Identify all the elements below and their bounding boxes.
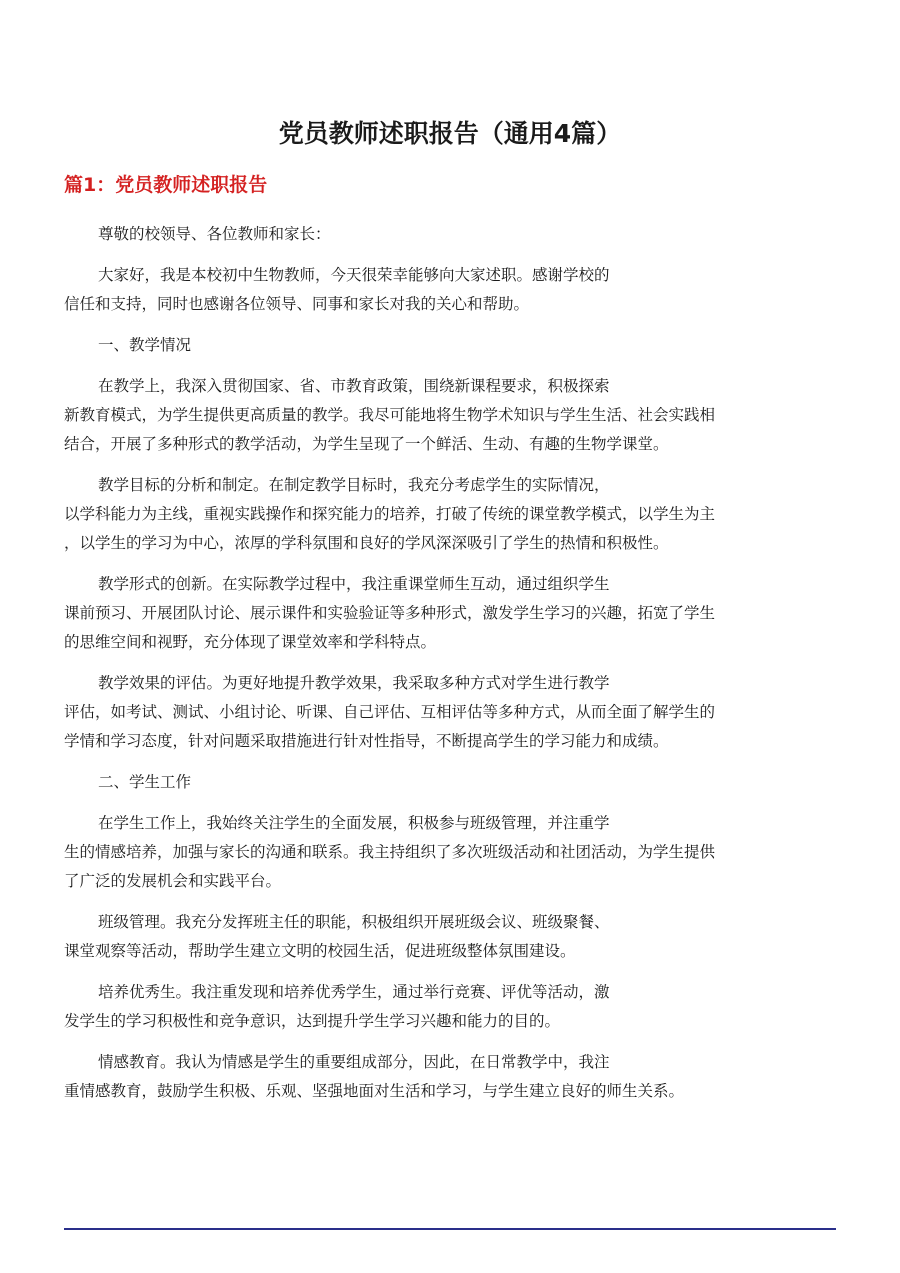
paragraph-line: 课堂观察等活动，帮助学生建立文明的校园生活，促进班级整体氛围建设。 (64, 942, 576, 960)
paragraph-line: 信任和支持，同时也感谢各位领导、同事和家长对我的关心和帮助。 (64, 295, 530, 313)
paragraph (64, 471, 836, 558)
paragraph-line: 的思维空间和视野，充分体现了课堂效率和学科特点。 (64, 633, 437, 651)
paragraph (64, 908, 836, 966)
paragraph-line: 结合，开展了多种形式的教学活动，为学生呈现了一个鲜活、生动、有趣的生物学课堂。 (64, 435, 669, 453)
paragraph-line: 班级管理。我充分发挥班主任的职能，积极组织开展班级会议、班级聚餐、 (98, 913, 610, 931)
paragraph-line: 教学目标的分析和制定。在制定教学目标时，我充分考虑学生的实际情况， (98, 476, 610, 494)
paragraph (64, 978, 836, 1036)
paragraph (64, 261, 836, 319)
paragraph-line: 情感教育。我认为情感是学生的重要组成部分，因此，在日常教学中，我注 (98, 1053, 610, 1071)
paragraph-line: 发学生的学习积极性和竞争意识，达到提升学生学习兴趣和能力的目的。 (64, 1012, 561, 1030)
paragraph (64, 570, 836, 657)
paragraph (64, 669, 836, 756)
paragraph-line: 重情感教育，鼓励学生积极、乐观、坚强地面对生活和学习，与学生建立良好的师生关系。 (64, 1082, 685, 1100)
document-title: 党员教师述职报告（通用4篇） (278, 119, 622, 148)
paragraph-line: 评估，如考试、测试、小组讨论、听课、自己评估、互相评估等多种方式，从而全面了解学生的 (64, 703, 716, 721)
paragraph (64, 372, 836, 459)
footer-rule (64, 1228, 836, 1230)
paragraph-line: 了广泛的发展机会和实践平台。 (64, 872, 282, 890)
paragraph (64, 768, 836, 797)
paragraph-line: 在教学上，我深入贯彻国家、省、市教育政策，围绕新课程要求，积极探索 (98, 377, 610, 395)
paragraph (64, 331, 836, 360)
paragraph (64, 1048, 836, 1106)
paragraph-line: 教学形式的创新。在实际教学过程中，我注重课堂师生互动，通过组织学生 (98, 575, 610, 593)
paragraph-line: 大家好，我是本校初中生物教师，今天很荣幸能够向大家述职。感谢学校的 (98, 266, 610, 284)
paragraph-line: 一、教学情况 (98, 336, 192, 354)
section-heading: 篇1：党员教师述职报告 (64, 174, 268, 196)
paragraph-line: 以学科能力为主线，重视实践操作和探究能力的培养，打破了传统的课堂教学模式，以学生为主 (64, 505, 716, 523)
paragraph-line: 培养优秀生。我注重发现和培养优秀学生，通过举行竞赛、评优等活动，激 (98, 983, 610, 1001)
paragraph-line: 课前预习、开展团队讨论、展示课件和实验验证等多种形式，激发学生学习的兴趣，拓宽了学生 (64, 604, 716, 622)
paragraph-line: 学情和学习态度，针对问题采取措施进行针对性指导，不断提高学生的学习能力和成绩。 (64, 732, 669, 750)
paragraph-line: 二、学生工作 (98, 773, 192, 791)
paragraph-line: 生的情感培养，加强与家长的沟通和联系。我主持组织了多次班级活动和社团活动，为学生提供 (64, 843, 716, 861)
document-body (64, 220, 836, 1118)
paragraph (64, 809, 836, 896)
paragraph-line: 教学效果的评估。为更好地提升教学效果，我采取多种方式对学生进行教学 (98, 674, 610, 692)
paragraph (64, 220, 836, 249)
paragraph-line: 在学生工作上，我始终关注学生的全面发展，积极参与班级管理，并注重学 (98, 814, 610, 832)
paragraph-line: 尊敬的校领导、各位教师和家长： (98, 225, 331, 243)
paragraph-line: ，以学生的学习为中心，浓厚的学科氛围和良好的学风深深吸引了学生的热情和积极性。 (64, 534, 669, 552)
paragraph-line: 新教育模式，为学生提供更高质量的教学。我尽可能地将生物学术知识与学生生活、社会实践相 (64, 406, 716, 424)
